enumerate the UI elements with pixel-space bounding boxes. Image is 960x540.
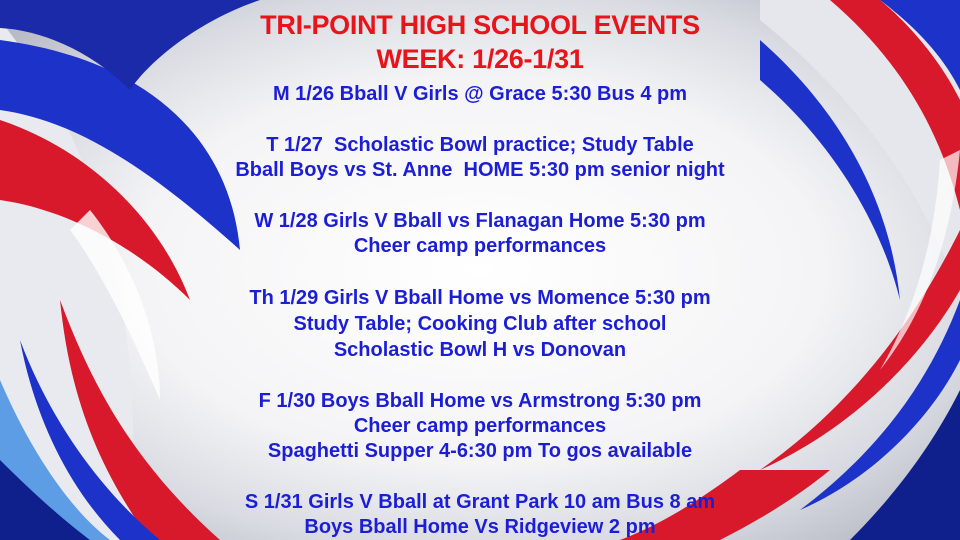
event-line-tuesday-1: T 1/27 Scholastic Bowl practice; Study Table xyxy=(266,134,694,156)
event-line-saturday-1: S 1/31 Girls V Bball at Grant Park 10 am Bus 8 am xyxy=(244,491,716,513)
event-line-wednesday-2: Cheer camp performances xyxy=(353,235,607,257)
event-line-saturday-2: Boys Bball Home Vs Ridgeview 2 pm xyxy=(304,516,656,538)
event-line-thursday-1: Th 1/29 Girls V Bball Home vs Momence 5:30 pm xyxy=(249,287,711,309)
event-line-thursday-3: Scholastic Bowl H vs Donovan xyxy=(333,339,627,361)
event-line-thursday-2: Study Table; Cooking Club after school xyxy=(293,313,667,335)
week-range: WEEK: 1/26-1/31 xyxy=(376,44,584,74)
event-line-friday-3: Spaghetti Supper 4-6:30 pm To gos available xyxy=(267,440,693,462)
event-line-friday-1: F 1/30 Boys Bball Home vs Armstrong 5:30 pm xyxy=(258,390,702,412)
page-title: TRI-POINT HIGH SCHOOL EVENTS xyxy=(260,10,700,40)
event-line-wednesday-1: W 1/28 Girls V Bball vs Flanagan Home 5:30 pm xyxy=(254,210,706,232)
event-line-tuesday-2: Bball Boys vs St. Anne HOME 5:30 pm senior night xyxy=(235,159,725,181)
event-line-monday-1: M 1/26 Bball V Girls @ Grace 5:30 Bus 4 pm xyxy=(272,83,688,105)
event-line-friday-2: Cheer camp performances xyxy=(353,415,607,437)
